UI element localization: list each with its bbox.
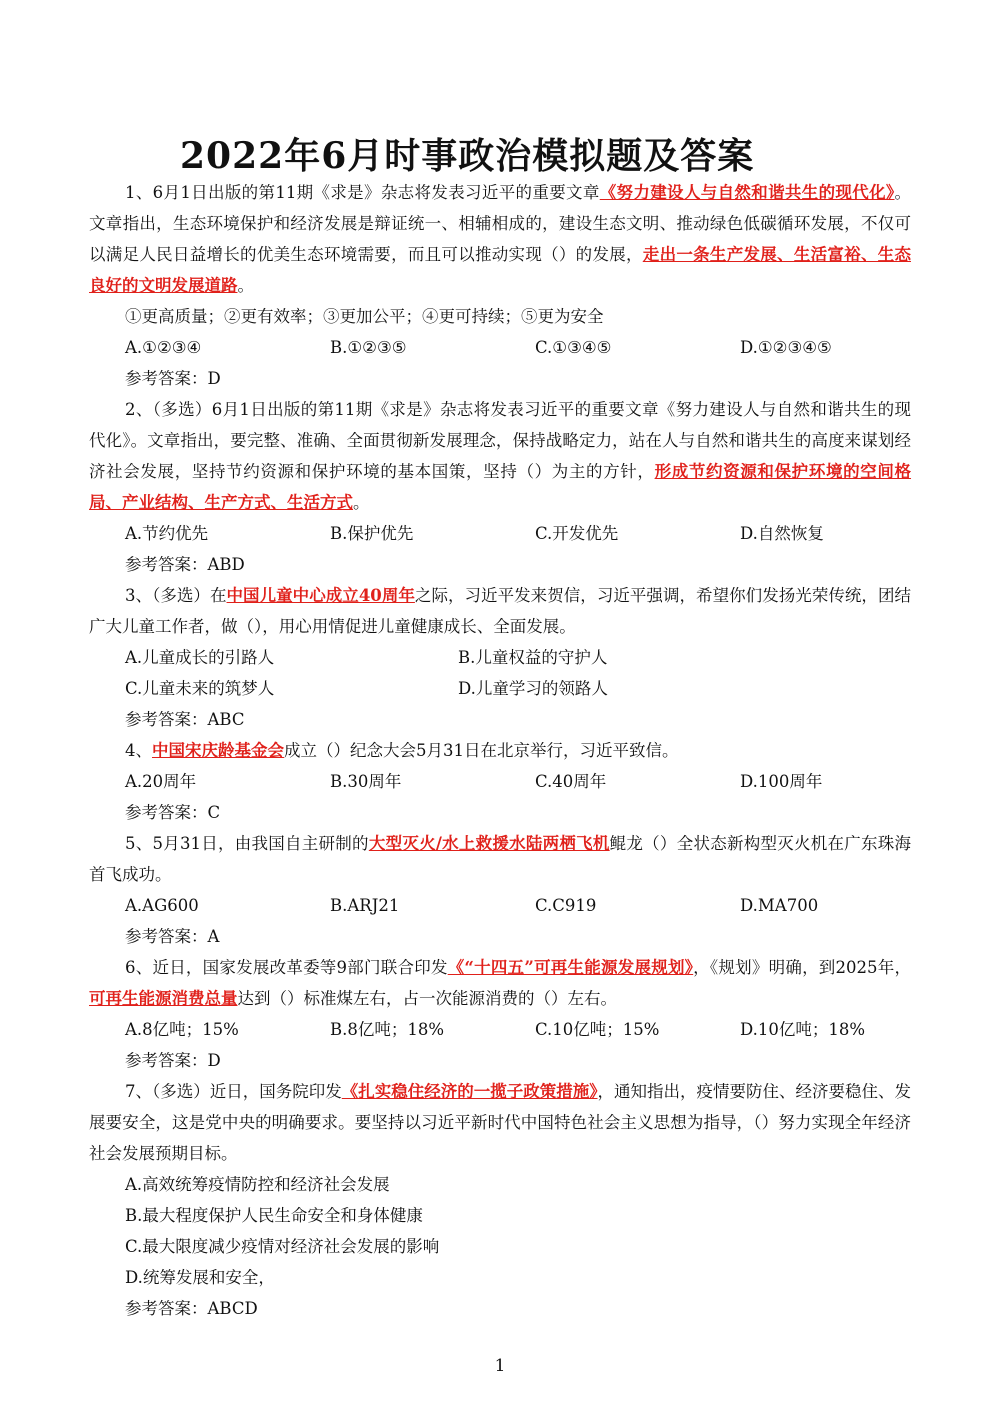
option-b: B.儿童权益的守护人 xyxy=(458,648,608,667)
question-1-options xyxy=(89,332,911,363)
question-3-answer: 参考答案：ABC xyxy=(125,710,245,729)
stem-text: 6、近日，国家发展改革委等9部门联合印发 xyxy=(125,958,448,977)
option-d: D.统筹发展和安全， xyxy=(125,1268,275,1287)
page-number: 1 xyxy=(494,1356,506,1376)
stem-text: 4、 xyxy=(125,741,152,760)
option-b: B.ARJ21 xyxy=(330,896,400,915)
highlight-policy-title: 《扎实稳住经济的一揽子政策措施》 xyxy=(341,1082,598,1101)
question-1-stem xyxy=(89,177,911,301)
question-5-stem xyxy=(89,828,911,890)
question-3-options-row-2 xyxy=(89,673,911,704)
option-d: D.MA700 xyxy=(740,896,819,915)
stem-text: 。 xyxy=(237,276,254,295)
option-a: A.8亿吨；15% xyxy=(125,1020,239,1039)
option-b: B.30周年 xyxy=(330,772,402,791)
question-7-stem xyxy=(89,1076,911,1169)
option-c: C.40周年 xyxy=(535,772,607,791)
stem-text: ，《规划》明确，到2025年， xyxy=(693,958,911,977)
stem-text: 成立（）纪念大会5月31日在北京举行，习近平致信。 xyxy=(284,741,679,760)
option-d: D.10亿吨；18% xyxy=(740,1020,866,1039)
highlight-phrase: 形成节约资源和保护环境的空间格局、产业结构、生产方式、生活方式 xyxy=(89,462,912,512)
question-5-answer: 参考答案：A xyxy=(125,927,220,946)
option-c: C.最大限度减少疫情对经济社会发展的影响 xyxy=(125,1237,440,1256)
highlight-phrase: 可再生能源消费总量 xyxy=(89,989,238,1008)
stem-text: 3、（多选）在 xyxy=(125,586,227,605)
question-3-options-row-1 xyxy=(89,642,911,673)
stem-text: 2、（多选）6月1日出版的第11期《求是》杂志将发表习近平的重要文章《努力建设人与自然和谐共生的现代化》。文章指出，要完整、准确、全面贯彻新发展理念，保持战略定力，站在人与自然和谐共生的高度来谋划经济社会发展，坚持节约资源和保护环境的基本国策，坚持（）为主的方针， xyxy=(89,400,911,481)
highlight-phrase: 中国儿童中心成立40周年 xyxy=(226,586,415,605)
option-b: B.8亿吨；18% xyxy=(330,1020,445,1039)
stem-text: 。 xyxy=(353,493,370,512)
option-c: C.C919 xyxy=(535,896,597,915)
stem-text: 达到（）标准煤左右，占一次能源消费的（）左右。 xyxy=(237,989,617,1008)
question-6-stem xyxy=(89,952,911,1014)
option-d: D.100周年 xyxy=(740,772,823,791)
option-c: C.开发优先 xyxy=(535,524,619,543)
option-c: C.①③④⑤ xyxy=(535,338,612,357)
option-a: A.儿童成长的引路人 xyxy=(125,648,275,667)
option-a: A.AG600 xyxy=(125,896,199,915)
page-title: 2022年6月时事政治模拟题及答案 xyxy=(180,135,755,177)
option-d: D.自然恢复 xyxy=(740,524,824,543)
question-list xyxy=(89,177,911,1324)
option-d: D.①②③④⑤ xyxy=(740,338,832,357)
option-a: A.20周年 xyxy=(125,772,197,791)
stem-text: 5、5月31日，由我国自主研制的 xyxy=(125,834,369,853)
question-7-answer: 参考答案：ABCD xyxy=(125,1299,258,1318)
question-2-options xyxy=(89,518,911,549)
question-2-answer: 参考答案：ABD xyxy=(125,555,245,574)
question-5-options xyxy=(89,890,911,921)
question-1-answer: 参考答案：D xyxy=(125,369,221,388)
option-c: C.儿童未来的筑梦人 xyxy=(125,679,275,698)
highlight-phrase: 中国宋庆龄基金会 xyxy=(152,741,284,760)
question-4-options xyxy=(89,766,911,797)
highlight-plan-title: 《“十四五”可再生能源发展规划》 xyxy=(447,958,694,977)
stem-text: 1、6月1日出版的第11期《求是》杂志将发表习近平的重要文章 xyxy=(125,183,600,202)
question-4-stem xyxy=(89,735,911,766)
option-b: B.保护优先 xyxy=(330,524,414,543)
stem-text: 鲲龙（）全状态新构型灭火机在广东珠海首飞成功。 xyxy=(89,834,912,884)
question-6-answer: 参考答案：D xyxy=(125,1051,221,1070)
question-2-stem xyxy=(89,394,911,518)
question-6-options xyxy=(89,1014,911,1045)
stem-text: 7、（多选）近日，国务院印发 xyxy=(125,1082,342,1101)
question-1-items: ①更高质量；②更有效率；③更加公平；④更可持续；⑤更为安全 xyxy=(125,307,604,326)
option-c: C.10亿吨；15% xyxy=(535,1020,660,1039)
option-b: B.最大程度保护人民生命安全和身体健康 xyxy=(125,1206,423,1225)
stem-text: ，通知指出，疫情要防住、经济要稳住、发展要安全，这是党中央的明确要求。要坚持以习近平新时代中国特色社会主义思想为指导，（）努力实现全年经济社会发展预期目标。 xyxy=(89,1082,911,1163)
option-d: D.儿童学习的领路人 xyxy=(458,679,608,698)
stem-text: 之际，习近平发来贺信，习近平强调，希望你们发扬光荣传统，团结广大儿童工作者，做（），用心用情促进儿童健康成长、全面发展。 xyxy=(89,586,912,636)
option-b: B.①②③⑤ xyxy=(330,338,407,357)
option-a: A.节约优先 xyxy=(125,524,209,543)
highlight-phrase: 走出一条生产发展、生活富裕、生态良好的文明发展道路 xyxy=(89,245,911,295)
option-a: A.①②③④ xyxy=(125,338,202,357)
highlight-article-title: 《努力建设人与自然和谐共生的现代化》 xyxy=(599,183,895,202)
stem-text: 。文章指出，生态环境保护和经济发展是辩证统一、相辅相成的，建设生态文明、推动绿色低碳循环发展，不仅可以满足人民日益增长的优美生态环境需要，而且可以推动实现（）的发展， xyxy=(89,183,912,264)
question-4-answer: 参考答案：C xyxy=(125,803,221,822)
option-a: A.高效统筹疫情防控和经济社会发展 xyxy=(125,1175,390,1194)
question-3-stem xyxy=(89,580,911,642)
highlight-phrase: 大型灭火/水上救援水陆两栖飞机 xyxy=(368,834,610,853)
